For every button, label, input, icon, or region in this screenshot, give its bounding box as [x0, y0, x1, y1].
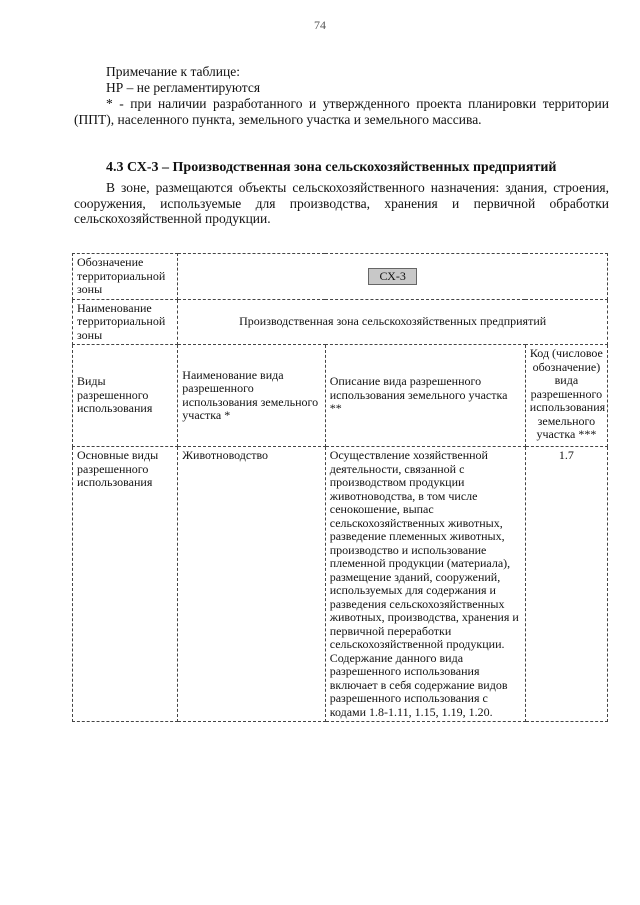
note-star-legend: * - при наличии разработанного и утвержденного проекта планировки территории (ППТ), населенного пункта, земельного участка и земельного массива.	[74, 96, 609, 127]
note-nr-legend: НР – не регламентируются	[106, 80, 261, 95]
row-use-code: 1.7	[525, 447, 607, 722]
row-use-name: Животноводство	[178, 447, 325, 722]
header-use-code: Код (числовое обозначение) вида разрешенного использования земельного участка ***	[525, 345, 607, 447]
row-category: Основные виды разрешенного использования	[73, 447, 178, 722]
zone-regulations-table	[72, 253, 608, 722]
zone-name-label-cell: Наименование территориальной зоны	[73, 299, 178, 345]
row-use-description: Осуществление хозяйственной деятельности, связанной с производством продукции животноводства, в том числе сенокошение, выпас сельскохозяйственных животных, разведение племенных животных, производство и использование племенной продукции (материала), размещение зданий, сооружений, используемых для содержания и разведения сельскохозяйственных животных, производства, хранения и первичной переработки сельскохозяйственной продукции. Содержание данного вида разрешенного использования включает в себя содержание видов разрешенного использования с кодами 1.8-1.11, 1.15, 1.19, 1.20.	[325, 447, 525, 722]
section-paragraph: В зоне, размещаются объекты сельскохозяйственного назначения: здания, строения, сооружения, используемые для производства, хранения и первичной обработки сельскохозяйственной продукции.	[74, 180, 609, 226]
note-title: Примечание к таблице:	[106, 64, 240, 79]
table-row	[73, 447, 608, 722]
page-number: 74	[314, 18, 326, 32]
header-use-name: Наименование вида разрешенного использования земельного участка *	[178, 345, 325, 447]
table-row-designation	[73, 254, 608, 300]
header-category: Виды разрешенного использования	[73, 345, 178, 447]
table-row-zone-name	[73, 299, 608, 345]
table-header-row	[73, 345, 608, 447]
zone-name-cell: Производственная зона сельскохозяйственных предприятий	[178, 299, 608, 345]
zone-code-badge: СХ-3	[368, 268, 416, 286]
designation-label-cell: Обозначение территориальной зоны	[73, 254, 178, 300]
section-heading: 4.3 СХ-3 – Производственная зона сельскохозяйственных предприятий	[106, 160, 557, 175]
zone-code-cell	[178, 254, 608, 300]
header-use-description: Описание вида разрешенного использования земельного участка **	[325, 345, 525, 447]
